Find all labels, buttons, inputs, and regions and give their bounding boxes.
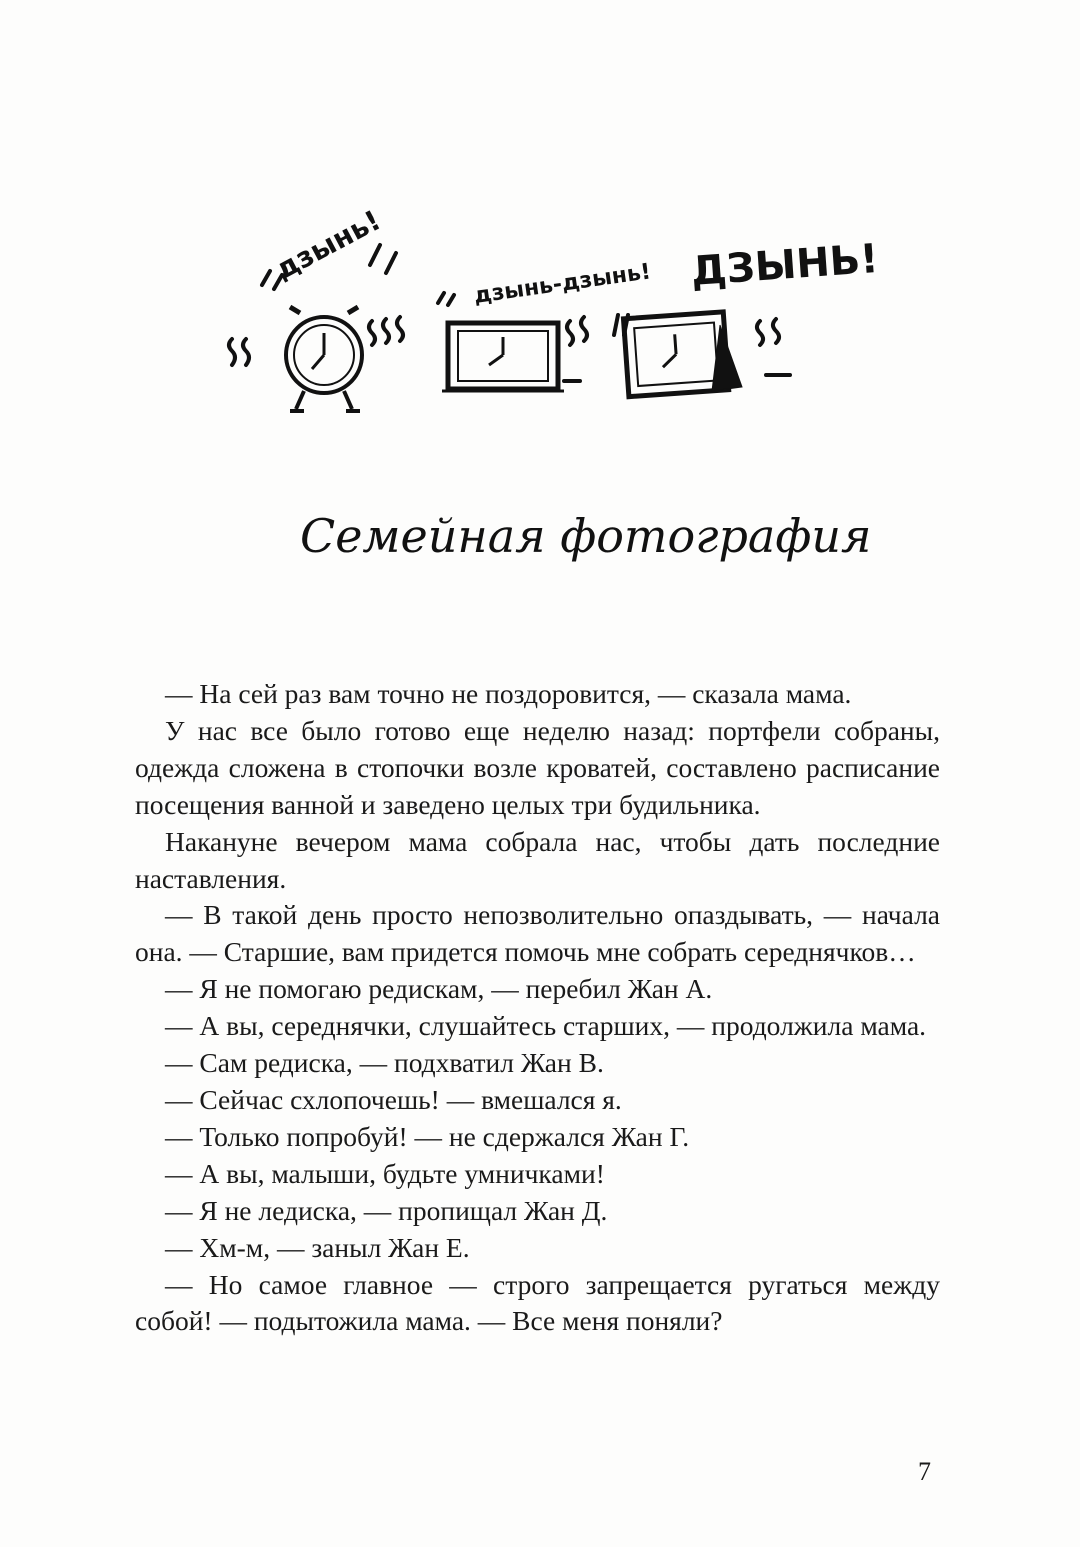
paragraph: — Но самое главное — строго запрещается ругаться между собой! — подытожила мама. — Все меня поняли? bbox=[135, 1268, 940, 1337]
ring-text-1: дзынь! bbox=[269, 203, 386, 287]
page-number: 7 bbox=[918, 1457, 931, 1486]
paragraph: — Сейчас схлопочешь! — вмешался я. bbox=[165, 1083, 622, 1115]
round-alarm-clock-icon bbox=[286, 307, 362, 411]
body-text bbox=[135, 676, 940, 1340]
paragraph: — Сам редиска, — подхватил Жан В. bbox=[165, 1047, 604, 1079]
paragraph: — В такой день просто непозволительно опаздывать, — начала она. — Старшие, вам придется помочь мне собрать середнячков… bbox=[135, 899, 940, 968]
paragraph: — А вы, малыши, будьте умничками! bbox=[165, 1157, 605, 1189]
ring-text-3: ДЗЫНЬ! bbox=[689, 235, 880, 295]
chapter-title-text: Семейная фотография bbox=[300, 509, 872, 563]
paragraph: — На сей раз вам точно не поздоровится, — сказала мама. bbox=[165, 678, 852, 709]
paragraph: — А вы, середнячки, слушайтесь старших, — продолжила мама. bbox=[165, 1010, 927, 1042]
paragraph: — Я не помогаю редискам, — перебил Жан А. bbox=[165, 973, 713, 1005]
rectangular-clock-icon bbox=[442, 323, 564, 391]
alarm-clocks-illustration bbox=[220, 185, 880, 430]
paragraph: У нас все было готово еще неделю назад: портфели собраны, одежда сложена в стопочки возле кроватей, составлено расписание посещения ванной и заведено целых три будильника. bbox=[135, 714, 940, 820]
paragraph: Накануне вечером мама собрала нас, чтобы дать последние наставления. bbox=[135, 825, 940, 894]
paragraph: — Хм-м, — заныл Жан Е. bbox=[165, 1231, 470, 1263]
chapter-title bbox=[290, 500, 872, 590]
paragraph: — Я не ледиска, — пропищал Жан Д. bbox=[165, 1194, 608, 1226]
tilted-clock-icon bbox=[623, 312, 742, 397]
paragraph: — Только попробуй! — не сдержался Жан Г. bbox=[165, 1120, 690, 1152]
ring-text-2: дзынь-дзынь! bbox=[472, 259, 653, 309]
